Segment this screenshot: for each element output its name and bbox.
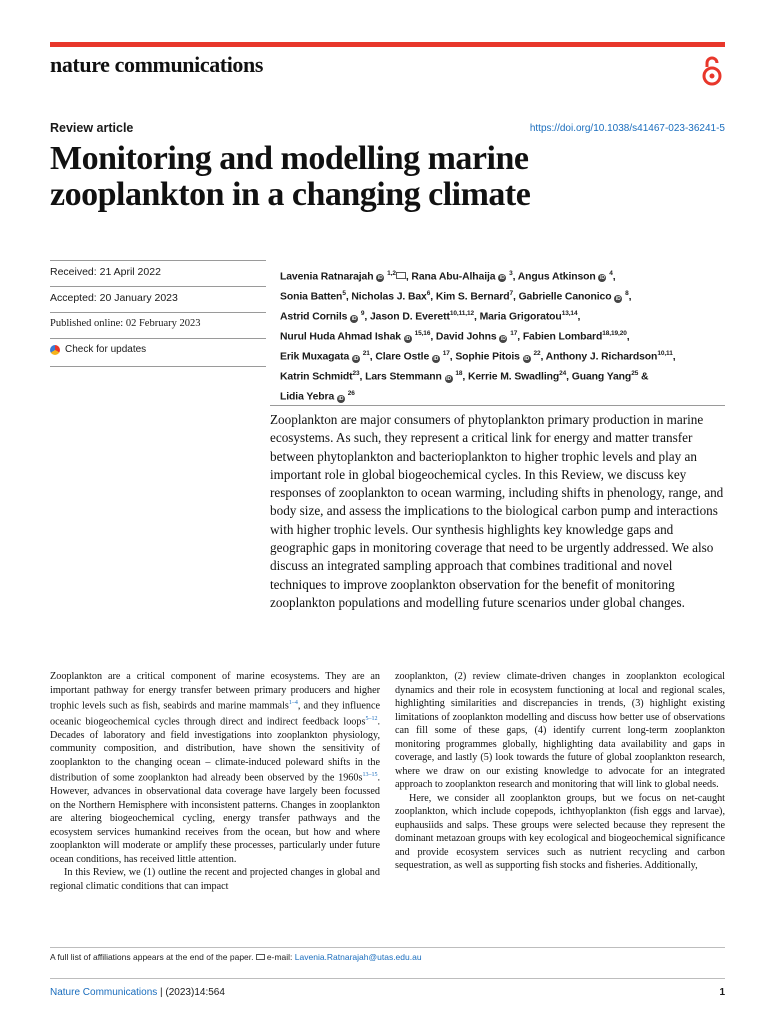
orcid-icon[interactable]: iD: [433, 355, 439, 362]
affiliation-superscript: 1,2: [387, 270, 396, 277]
check-updates-row: [50, 338, 266, 367]
mail-icon: [256, 954, 265, 960]
author-name[interactable]: David Johns: [435, 331, 497, 343]
body-column-left: [50, 670, 380, 893]
orcid-icon[interactable]: iD: [338, 395, 344, 402]
abstract-text: Zooplankton are major consumers of phytoplankton primary production in marine ecosystems. As such, they represent a critical link for energy and matter transfer between phytoplankton and bacterioplankton to higher trophic levels and play an important role in global biogeochemical cycles. In this Review, we discuss key responses of zooplankton to ocean warming, including shifts in phenology, range, and body size, and assess the implications to the biological carbon pump and interactions with higher trophic levels. Our synthesis highlights key knowledge gaps and geographic gaps in monitoring coverage that need to be urgently addressed. We also discuss an integrated sampling approach that combines traditional and novel techniques to improve zooplankton observation for the benefit of monitoring zooplankton populations and modelling future scenarios under global changes.: [270, 412, 724, 610]
received-date: Received: 21 April 2022: [50, 260, 266, 286]
affiliation-superscript: 10,11: [657, 350, 673, 358]
affiliation-superscript: 17: [510, 330, 518, 338]
affiliation-superscript: 6: [426, 290, 431, 298]
author-name[interactable]: Sonia Batten: [280, 291, 343, 303]
author-name[interactable]: Jason D. Everett: [370, 311, 450, 323]
author-name[interactable]: Lars Stemmann: [365, 371, 442, 383]
affiliation-superscript: 24: [559, 370, 567, 378]
author-list: Lavenia Ratnarajah iD $^{1,2}$ , Rana Abu-Alhaija iD $^3$, Angus Atkinson iD $^4$, Sonia Batten$^5$, Nicholas J. Bax$^6$, Kim S. Bernard$^7$, Gabrielle Canonico iD $^8$, Astrid Cornils iD $^9$, Jason D. Everett$^{10,11,12}$, Maria Grigoratou$^{13,14}$, Nurul Huda Ahmad Ishak iD $^{15,16}$, David Johns iD $^{17}$, Fabien Lombard$^{18,19,20}$, Erik Muxagata iD $^{21}$, Clare Ostle iD $^{17}$, Sophie Pitois iD $^{22}$, Anthony J. Richardson$^{10,11}$, Katrin Schmidt$^{23}$, Lars Stemmann iD $^{18}$, Kerrie M. Swadling$^{24}$, Guang Yang$^{25}$ & Lidia Yebra iD $^{26}$: [280, 270, 676, 403]
doi-link[interactable]: https://doi.org/10.1038/s41467-023-36241-5: [529, 123, 725, 134]
author-name[interactable]: Gabrielle Canonico: [518, 291, 612, 303]
orcid-icon[interactable]: iD: [446, 375, 451, 382]
orcid-icon[interactable]: iD: [524, 355, 530, 362]
footer-journal-link[interactable]: Nature Communications: [50, 987, 158, 998]
affiliations-note: A full list of affiliations appears at the end of the paper.: [50, 952, 254, 962]
orcid-icon[interactable]: iD: [501, 335, 506, 342]
header-rule: [50, 42, 725, 47]
citation-ref[interactable]: 13–15: [362, 772, 378, 779]
title-line: zooplankton in a changing climate: [50, 176, 531, 213]
check-updates-button[interactable]: [50, 344, 266, 355]
article-type: Review article: [50, 121, 134, 135]
article-dates: [50, 260, 266, 367]
affiliation-superscript: 21: [362, 350, 370, 358]
affiliation-superscript: 5: [342, 290, 346, 298]
affiliation-superscript: 4: [609, 270, 613, 277]
author-name[interactable]: Astrid Cornils: [280, 311, 348, 323]
orcid-icon[interactable]: iD: [405, 335, 411, 342]
footnote: [50, 947, 725, 962]
author-name[interactable]: Anthony J. Richardson: [545, 351, 658, 363]
affiliation-superscript: 25: [631, 370, 639, 378]
author-name[interactable]: Nicholas J. Bax: [351, 291, 427, 303]
affiliation-superscript: 15,16: [414, 330, 431, 338]
check-updates-icon: [50, 345, 60, 355]
page-number: 1: [719, 987, 725, 998]
body-paragraph: zooplankton, (2) review climate-driven changes in zooplankton ecological dynamics and their role in ecosystem functioning at local and regional scales, highlighting similarities and discrepancies in trends, (3) highlight existing limitations of zooplankton modelling and discuss how better use of observations can fill some of these gaps, (4) identify current long-term zooplankton monitoring programmes globally, highlighting data availability and gaps in coverage, and lastly (5) look towards the future of global zooplankton research, where we draw on our existing knowledge to advocate for an integrated approach to zooplankton research and monitoring that will link to global needs.: [395, 671, 725, 790]
author-name[interactable]: Lavenia Ratnarajah: [280, 271, 374, 283]
author-name[interactable]: Rana Abu-Alhaija: [411, 271, 496, 283]
body-column-right: [395, 670, 725, 873]
author-name[interactable]: Kerrie M. Swadling: [467, 371, 560, 383]
affiliation-superscript: 7: [509, 290, 513, 298]
journal-name[interactable]: nature communications: [50, 52, 264, 77]
article-title: [50, 141, 710, 213]
affiliation-superscript: 13,14: [561, 310, 578, 318]
author-name[interactable]: Lidia Yebra: [280, 391, 335, 403]
author-name[interactable]: Sophie Pitois: [455, 351, 520, 363]
author-name[interactable]: Erik Muxagata: [280, 351, 350, 363]
author-name[interactable]: Clare Ostle: [375, 351, 430, 363]
open-access-icon: [700, 55, 724, 87]
email-label: e-mail:: [266, 952, 293, 962]
author-name[interactable]: Maria Grigoratou: [479, 311, 562, 323]
title-line: Monitoring and modelling marine: [50, 140, 529, 177]
orcid-icon[interactable]: iD: [600, 275, 605, 282]
author-name[interactable]: Guang Yang: [571, 371, 632, 383]
mail-icon[interactable]: [396, 272, 406, 279]
author-name[interactable]: Fabien Lombard: [522, 331, 603, 343]
author-name[interactable]: Nurul Huda Ahmad Ishak: [280, 331, 401, 343]
orcid-icon[interactable]: iD: [351, 315, 357, 322]
author-name[interactable]: Katrin Schmidt: [280, 371, 353, 383]
footer-volume: | (2023)14:564: [157, 987, 225, 998]
affiliation-superscript: 3: [509, 270, 513, 277]
orcid-icon[interactable]: iD: [499, 275, 505, 282]
footer-citation: [50, 987, 225, 998]
orcid-icon[interactable]: iD: [377, 275, 383, 282]
author-name[interactable]: Angus Atkinson: [517, 271, 596, 283]
affiliation-superscript: 26: [347, 390, 355, 398]
affiliation-superscript: 22: [533, 350, 541, 358]
email-link[interactable]: Lavenia.Ratnarajah@utas.edu.au: [294, 952, 422, 962]
page-footer: [50, 978, 725, 998]
orcid-icon[interactable]: iD: [615, 295, 621, 302]
body-paragraph: In this Review, we (1) outline the recent and projected changes in global and regional climatic conditions that can impact: [50, 867, 380, 892]
affiliation-superscript: 9: [360, 310, 365, 318]
body-paragraph: Zooplankton are a critical component of marine ecosystems. They are an important pathway for energy transfer between primary producers and higher trophic levels such as fish, seabirds and marine mammals$^{1-4}$, and they influence oceanic biogeochemical cycles through direct and indirect feedback loops$^{5-12}$. Decades of laboratory and field investigations into zooplankton physiology, community composition, and distribution, have shown the sensitivity of zooplankton to the changing ocean – climate-induced poleward shifts in the distribution of some zooplankton had already been observed by the $1960s^{13-15}$. However, advances in observational data coverage have largely been focussed on the Northern Hemisphere with inconsistent patterns. Changes in zooplankton are altering biogeochemical cycling, energy transfer pathways and the ecosystem services humankind receives from the ocean, but how and where zooplankton will moderate or amplify these processes, particularly under future ocean conditions, has received little attention.: [50, 671, 380, 865]
citation-ref[interactable]: 5–12: [365, 715, 378, 722]
accepted-date: Accepted: 20 January 2023: [50, 286, 266, 312]
body-paragraph: Here, we consider all zooplankton groups, but we focus on net-caught zooplankton, which include copepods, ichthyoplankton (fish eggs and larvae), euphausiids and salps. These groups were selected because they represent the dominant metazoan groups with key ecological and biogeochemical significance and provide ecosystem services such as nutrient recycling and carbon sequestration, as well as supporting fish stocks and fisheries. Additionally,: [395, 792, 725, 871]
published-date: Published online: 02 February 2023: [50, 312, 266, 338]
affiliation-superscript: 18,19,20: [602, 330, 627, 338]
affiliation-superscript: 8: [625, 290, 629, 298]
affiliation-superscript: 18: [455, 370, 463, 378]
check-updates-label: Check for updates: [65, 344, 147, 355]
affiliation-superscript: 17: [442, 350, 450, 358]
author-name[interactable]: Kim S. Bernard: [435, 291, 510, 303]
abstract: [270, 405, 725, 612]
affiliation-superscript: 23: [352, 370, 360, 378]
affiliation-superscript: 10,11,12: [449, 310, 474, 318]
orcid-icon[interactable]: iD: [353, 355, 359, 362]
citation-ref[interactable]: 1–4: [288, 700, 298, 706]
